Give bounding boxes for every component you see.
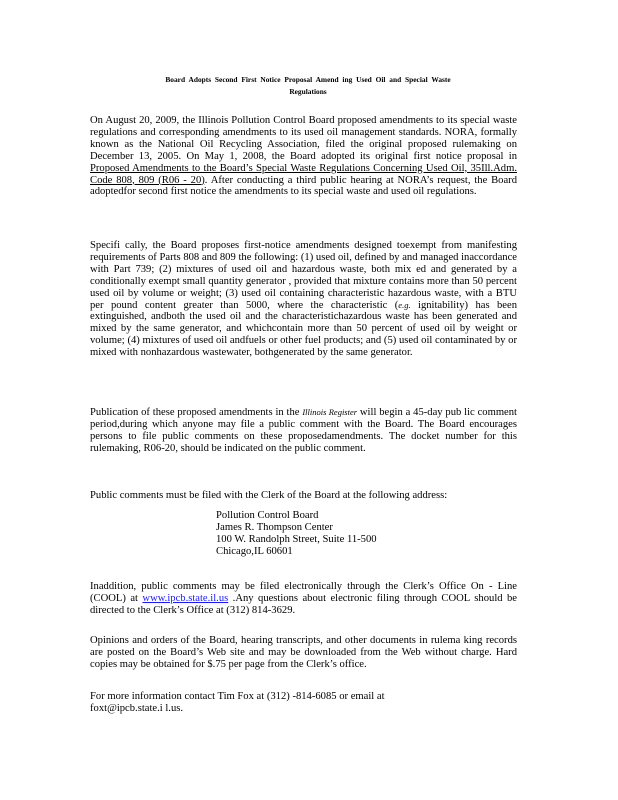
page-title <box>93 74 523 98</box>
intro-paragraph <box>90 115 517 198</box>
address-line-1: Pollution Control Board <box>216 510 319 521</box>
amendments-text-2: ignitability) has been extinguished, andboth the used oil and the characteristichazardous waste has been generated and mixed by the same generator, and whichcontain more than 50 percent of used oil by weight or volume; (4) mixtures of used oil andfuels or other fuel products; and (5) used oil contaminated by or mixed with nonhazardous wastewater, bothgenerated by the same generator. <box>90 299 517 359</box>
mailing-address <box>216 510 476 558</box>
address-line-4: Chicago,IL 60601 <box>216 545 293 557</box>
publication-text-1: Publication of these proposed amendments in the <box>90 407 303 418</box>
opinions-paragraph: Opinions and orders of the Board, hearing transcripts, and other documents in rulema king records are posted on the Board’s Web site and may be downloaded from the Web without charge. Hard copies may be obtained for $.75 per page from the Clerk’s office. <box>90 635 517 670</box>
publication-paragraph <box>90 407 517 455</box>
publication-text-2: will begin a 45-day pub lic comment period,during which anyone may file a public comment with the Board. The Board encourages persons to file public comments on these proposedamendments. The docket number for this rulemaking, R06-20, should be indicated on the public comment. <box>90 407 518 454</box>
electronic-filing-paragraph <box>90 581 517 617</box>
amendments-text-1: Specifi cally, the Board proposes first-notice amendments designed toexempt from manifesting requirements of Parts 808 and 809 the following: (1) used oil, defined by and managed inaccordance with Part 739; (2) mixtures of used oil and hazardous waste, both mix ed and generated by a conditionally exempt small quantity generator , provided that mixture contains more than 50 percent used oil by volume or weight; (3) used oil containing characteristic hazardous waste, with a BTU per pound content greater than 5000, where the characteristic ( <box>90 240 517 311</box>
amendments-paragraph <box>90 240 517 359</box>
eg-abbreviation: e.g. <box>398 299 411 310</box>
rulemaking-title: Proposed Amendments to the Board’s Special Waste Regulations Concerning Used Oil, 35Ill.Adm. Code 808, 809 (R06 - 20) <box>90 162 517 186</box>
intro-text-1: On August 20, 2009, the Illinois Pollution Control Board proposed amendments to its special waste regulations and corresponding amendments to its used oil management standards. NORA, formally known as the National Oil Recycling Association, filed the original proposed rulemaking on December 13, 2005. On May 1, 2008, the Board adopted its original first notice proposal in <box>90 115 517 162</box>
title-line-2: Regulations <box>289 87 327 96</box>
contact-line-1: For more information contact Tim Fox at (312) -814-6085 or email at <box>90 691 385 702</box>
intro-text-2: . After conducting a third public hearing at NORA’s request, the Board adoptedfor second first notice the amendments to its special waste and used oil regulations. <box>90 174 518 198</box>
contact-email: foxt@ipcb.state.i l.us. <box>90 702 184 714</box>
cool-website-link[interactable]: www.ipcb.state.il.us <box>142 592 229 604</box>
address-intro: Public comments must be filed with the Clerk of the Board at the following address: <box>90 490 448 501</box>
title-line-1: Board Adopts Second First Notice Proposal Amend ing Used Oil and Special Waste <box>165 75 451 84</box>
electronic-text-1: Inaddition, public comments may be filed electronically through the Clerk’s Office On - Line (COOL) at <box>90 581 517 604</box>
illinois-register: Illinois Register <box>302 407 358 417</box>
electronic-text-2: .Any questions about electronic filing through COOL should be directed to the Clerk’s Office at (312) 814-3629. <box>90 592 517 616</box>
address-line-3: 100 W. Randolph Street, Suite 11-500 <box>216 533 377 545</box>
contact-paragraph <box>90 691 517 715</box>
address-line-2: James R. Thompson Center <box>216 521 333 533</box>
